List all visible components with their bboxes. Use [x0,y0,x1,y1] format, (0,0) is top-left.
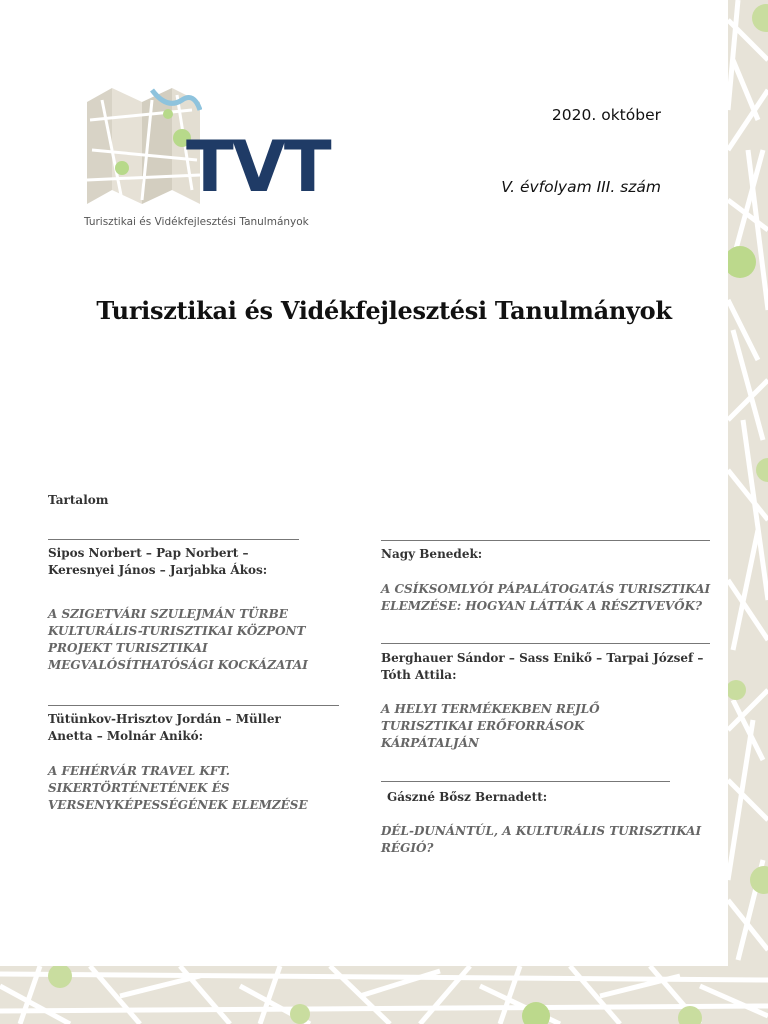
toc-entry-authors: Nagy Benedek: [381,547,483,561]
toc-entry-title[interactable]: A SZIGETVÁRI SZULEJMÁN TÜRBE KULTURÁLIS-TURISZTIKAI KÖZPONT PROJEKT TURISZTIKAI MEGVALÓSÍTHATÓSÁGI KOCKÁZATAI [48,607,308,672]
journal-title: Turisztikai és Vidékfejlesztési Tanulmányok [96,296,672,325]
toc-entry-authors: Sipos Norbert – Pap Norbert – Keresnyei János – Jarjabka Ákos: [48,546,268,577]
map-pattern-decoration [0,966,768,1024]
logo-subtitle: Turisztikai és Vidékfejlesztési Tanulmányok [84,216,309,228]
toc-entry-authors: Berghauer Sándor – Sass Enikő – Tarpai József – Tóth Attila: [381,651,704,682]
toc-heading: Tartalom [48,493,109,507]
toc-divider [381,643,710,644]
toc-divider [381,540,710,541]
toc-entry-title[interactable]: A CSÍKSOMLYÓI PÁPALÁTOGATÁS TURISZTIKAI ELEMZÉSE: HOGYAN LÁTTÁK A RÉSZTVEVŐK? [381,582,711,613]
toc-entry-title[interactable]: A HELYI TERMÉKEKBEN REJLŐ TURISZTIKAI ERŐFORRÁSOK KÁRPÁTALJÁN [381,702,600,750]
toc-entry-title[interactable]: DÉL-DUNÁNTÚL, A KULTURÁLIS TURISZTIKAI RÉGIÓ? [381,824,702,855]
toc-entry-authors: Gászné Bősz Bernadett: [387,790,548,804]
toc-divider [48,705,339,706]
issue-date: 2020. október [551,106,661,124]
issue-volume: V. évfolyam III. szám [501,178,661,196]
toc-entry-authors: Tütünkov-Hrisztov Jordán – Müller Anetta – Molnár Anikó: [48,712,281,743]
map-logo-icon [82,80,202,210]
logo-wordmark: TVT [186,126,330,208]
journal-logo [82,80,342,235]
map-pattern-decoration [728,0,768,1024]
toc-entry-title[interactable]: A FEHÉRVÁR TRAVEL KFT. SIKERTÖRTÉNETÉNEK ÉS VERSENYKÉPESSÉGÉNEK ELEMZÉSE [48,764,308,812]
map-pattern-right [728,0,768,1024]
map-pattern-bottom [0,966,768,1024]
toc-divider [48,539,299,540]
toc-divider [381,781,670,782]
